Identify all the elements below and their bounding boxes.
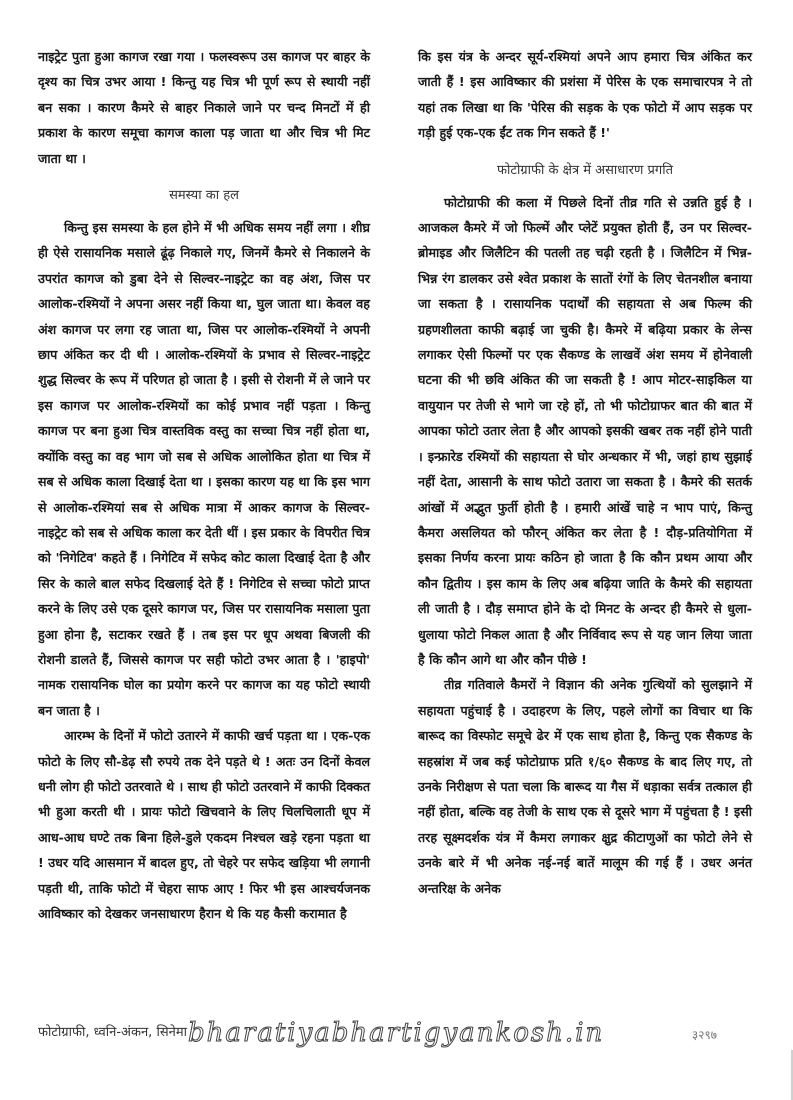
page-number: ३२९७ xyxy=(692,1028,717,1042)
left-paragraph-2: आरम्भ के दिनों में फोटो उतारने में काफी खर्च पड़ता था । एक-एक फोटो के लिए सौ-डेढ़ सौ रुपये तक देने पड़ते थे ! अतः उन दिनों केवल धनी लोग ही फोटो उतरवाते थे । साथ ही फोटो उतरवाने में काफी दिक्कत भी हुआ करती थी । प्रायः फोटो खिचवाने के लिए चिलचिलाती धूप में आध-आध घण्टे तक बिना हिले-डुले एकदम निश्चल खड़े रहना पड़ता था ! उधर यदि आसमान में बादल हुए, तो चेहरे पर सफेद खड़िया भी लगानी पड़ती थी, ताकि फोटो में चेहरा साफ आए ! फिर भी इस आश्चर्यजनक आविष्कार को देखकर जनसाधारण हैरान थे कि यह कैसी करामात है xyxy=(38,728,370,921)
section-heading-solution: समस्या का हल xyxy=(169,188,239,204)
right-column xyxy=(418,44,752,901)
right-intro-paragraph: कि इस यंत्र के अन्दर सूर्य-रश्मियां अपने आप हमारा चित्र अंकित कर जाती हैं ! इस आविष्कार की प्रशंसा में पेरिस के एक समाचारपत्र ने तो यहां तक लिखा था कि 'पेरिस की सड़क के एक फोटो में आप सड़क पर गड़ी हुई एक-एक ईंट तक गिन सकते हैं !' xyxy=(418,49,752,141)
right-paragraph-1: फोटोग्राफी की कला में पिछले दिनों तीव्र गति से उन्नति हुई है । आजकल कैमरे में जो फिल्में और प्लेटें प्रयुक्त होती हैं, उन पर सिल्वर-ब्रोमाइड और जिलैटिन की पतली तह चढ़ी रहती है । जिलैटिन में भिन्न-भिन्न रंग डालकर उसे श्वेत प्रकाश के सातों रंगों के लिए चेतनशील बनाया जा सकता है । रासायनिक पदार्थों की सहायता से अब फिल्म की ग्रहणशीलता काफी बढ़ाई जा चुकी है। कैमरे में बढ़िया प्रकार के लेन्स लगाकर ऐसी फिल्मों पर एक सैकण्ड के लाखवें अंश समय में होनेवाली घटना की भी छवि अंकित की जा सकती है ! आप मोटर-साइकिल या वायुयान पर तेजी से भागे जा रहे हों, तो भी फोटोग्राफर बात की बात में आपका फोटो उतार लेता है और आपको इसकी खबर तक नहीं होने पाती । इन्फ्रारेड रश्मियों की सहायता से घोर अन्धकार में भी, जहां हाथ सुझाई नहीं देता, आसानी के साथ फोटो उतारा जा सकता है । कैमरे की सतर्क आंखों में अद्भुत फुर्ती होती है । हमारी आंखें चाहे न भाप पाएं, किन्तु कैमरा असलियत को फौरन् अंकित कर लेता है ! दौड़-प्रतियोगिता में इसका निर्णय करना प्रायः कठिन हो जाता है कि कौन प्रथम आया और कौन द्वितीय । इस काम के लिए अब बढ़िया जाति के कैमरे की सहायता ली जाती है । दौड़ समाप्त होने के दो मिनट के अन्दर ही कैमरे से धुला-धुलाया फोटो निकल आता है और निर्विवाद रूप से यह जान लिया जाता है कि कौन आगे था और कौन पीछे ! xyxy=(418,194,752,667)
right-paragraph-2: तीव्र गतिवाले कैमरों ने विज्ञान की अनेक गुत्थियों को सुलझाने में सहायता पहुंचाई है । उदाहरण के लिए, पहले लोगों का विचार था कि बारूद का विस्फोट समूचे ढेर में एक साथ होता है, किन्तु एक सैकण्ड के सहस्रांश में जब कई फोटोग्राफ प्रति १/६० सैकण्ड के बाद लिए गए, तो उनके निरीक्षण से पता चला कि बारूद या गैस में धड़ाका सर्वत्र तत्काल ही नहीं होता, बल्कि वह तेजी के साथ एक से दूसरे भाग में पहुंचता है ! इसी तरह सूक्ष्मदर्शक यंत्र में कैमरा लगाकर क्षुद्र कीटाणुओं का फोटो लेने से उनके बारे में भी अनेक नई-नई बातें मालूम की गई हैं । उधर अनंत अन्तरिक्ष के अनेक xyxy=(418,677,752,896)
left-intro-paragraph: नाइट्रेट पुता हुआ कागज रखा गया । फलस्वरूप उस कागज पर बाहर के दृश्य का चित्र उभर आया ! किन्तु यह चित्र भी पूर्ण रूप से स्थायी नहीं बन सका । कारण कैमरे से बाहर निकाले जाने पर चन्द मिनटों में ही प्रकाश के कारण समूचा कागज काला पड़ जाता था और चित्र भी मिट जाता था । xyxy=(38,49,370,166)
left-paragraph-1: किन्तु इस समस्या के हल होने में भी अधिक समय नहीं लगा । शीघ्र ही ऐसे रासायनिक मसाले ढूंढ़ निकाले गए, जिनमें कैमरे से निकालने के उपरांत कागज को डुबा देने से सिल्वर-नाइट्रेट का वह अंश, जिस पर आलोक-रश्मियों ने अपना असर नहीं किया था, घुल जाता था। केवल वह अंश कागज पर लगा रह जाता था, जिस पर आलोक-रश्मियों ने अपनी छाप अंकित कर दी थी । आलोक-रश्मियों के प्रभाव से सिल्वर-नाइट्रेट शुद्ध सिल्वर के रूप में परिणत हो जाता है । इसी से रोशनी में ले जाने पर इस कागज पर आलोक-रश्मियों का कोई प्रभाव नहीं पड़ता । किन्तु कागज पर बना हुआ चित्र वास्तविक वस्तु का सच्चा चित्र नहीं होता था, क्योंकि वस्तु का वह भाग जो सब से अधिक आलोकित होता था चित्र में सब से अधिक काला दिखाई देता था । इसका कारण यह था कि इस भाग से आलोक-रश्मियां सब से अधिक मात्रा में आकर कागज के सिल्वर-नाइट्रेट को सब से अधिक काला कर देती थीं । इस प्रकार के विपरीत चित्र को 'निगेटिव' कहते हैं । निगेटिव में सफेद कोट काला दिखाई देता है और सिर के काले बाल सफेद दिखलाई देते हैं ! निगेटिव से सच्चा फोटो प्राप्त करने के लिए उसे एक दूसरे कागज पर, जिस पर रासायनिक मसाला पुता हुआ होना है, सटाकर रखते हैं । तब इस पर धूप अथवा बिजली की रोशनी डालते हैं, जिससे कागज पर सही फोटो उभर आता है । 'हाइपो' नामक रासायनिक घोल का प्रयोग करने पर कागज का यह फोटो स्थायी बन जाता है । xyxy=(38,220,370,718)
page-footer xyxy=(38,1020,753,1050)
watermark: bharatiyabhartigyankosh.in xyxy=(188,1018,605,1048)
section-heading-progress: फोटोग्राफी के क्षेत्र में असाधारण प्रगति xyxy=(497,162,673,178)
running-title: फोटोग्राफी, ध्वनि-अंकन, सिनेमा xyxy=(38,1025,187,1040)
left-column xyxy=(38,44,370,926)
